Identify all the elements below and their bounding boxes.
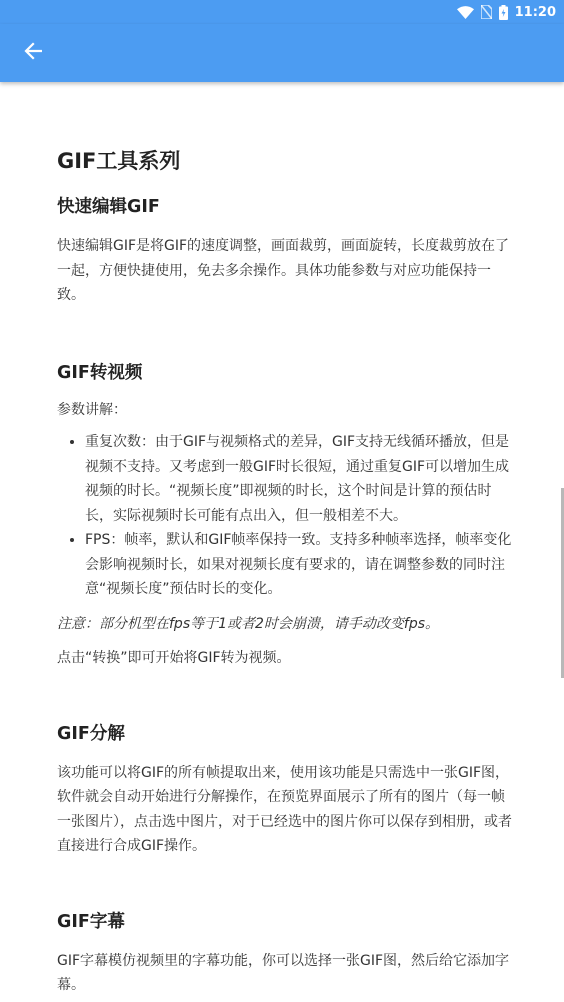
status-bar bbox=[0, 0, 564, 24]
no-sim-icon bbox=[481, 5, 492, 19]
section-heading-gif-to-video: GIF转视频 bbox=[57, 362, 143, 383]
wifi-icon bbox=[457, 6, 474, 19]
list-item: • 重复次数：由于GIF与视频格式的差异，GIF支持无线循环播放，但是视频不支持。又考虑到一般GIF时长很短，通过重复GIF可以增加生成视频的时长。“视频长度”即视频的时长，这个时间是计算的预估时长，实际视频时长可能有点出入，但一般相差不大。 bbox=[85, 430, 512, 528]
section-outro-gif-to-video: 点击“转换”即可开始将GIF转为视频。 bbox=[57, 650, 291, 666]
section-body-gif-subtitle: GIF字幕模仿视频里的字幕功能，你可以选择一张GIF图，然后给它添加字幕。 bbox=[57, 952, 510, 993]
list-item: • FPS：帧率，默认和GIF帧率保持一致。支持多种帧率选择，帧率变化会影响视频时长，如果对视频长度有要求的，请在调整参数的同时注意“视频长度”预估时长的变化。 bbox=[85, 528, 512, 602]
battery-icon bbox=[499, 5, 508, 20]
article-content bbox=[57, 130, 512, 998]
section-body-quick-edit: 快速编辑GIF是将GIF的速度调整，画面裁剪，画面旋转，长度裁剪放在了一起，方便快捷使用，免去多余操作。具体功能参数与对应功能保持一致。 bbox=[57, 238, 510, 303]
section-intro-gif-to-video: 参数讲解： bbox=[57, 401, 127, 418]
section-heading-gif-subtitle: GIF字幕 bbox=[57, 911, 125, 932]
app-bar bbox=[0, 24, 564, 82]
section-body-gif-split: 该功能可以将GIF的所有帧提取出来，使用该功能是只需选中一张GIF图，软件就会自动开始进行分解操作，在预览界面展示了所有的图片（每一帧一张图片），点击选中图片，对于已经选中的图片你可以保存到相册，或者直接进行合成GIF操作。 bbox=[57, 764, 512, 854]
arrow-back-icon bbox=[24, 42, 42, 64]
back-button[interactable] bbox=[16, 36, 50, 70]
section-heading-gif-split: GIF分解 bbox=[57, 723, 125, 744]
parameter-list bbox=[57, 430, 512, 602]
section-heading-quick-edit: 快速编辑GIF bbox=[57, 197, 160, 217]
status-icons bbox=[457, 3, 556, 21]
status-time: 11:20 bbox=[514, 4, 556, 20]
article-title: GIF工具系列 bbox=[57, 149, 181, 173]
note-text: 注意：部分机型在fps等于1或者2时会崩溃，请手动改变fps。 bbox=[57, 615, 440, 632]
